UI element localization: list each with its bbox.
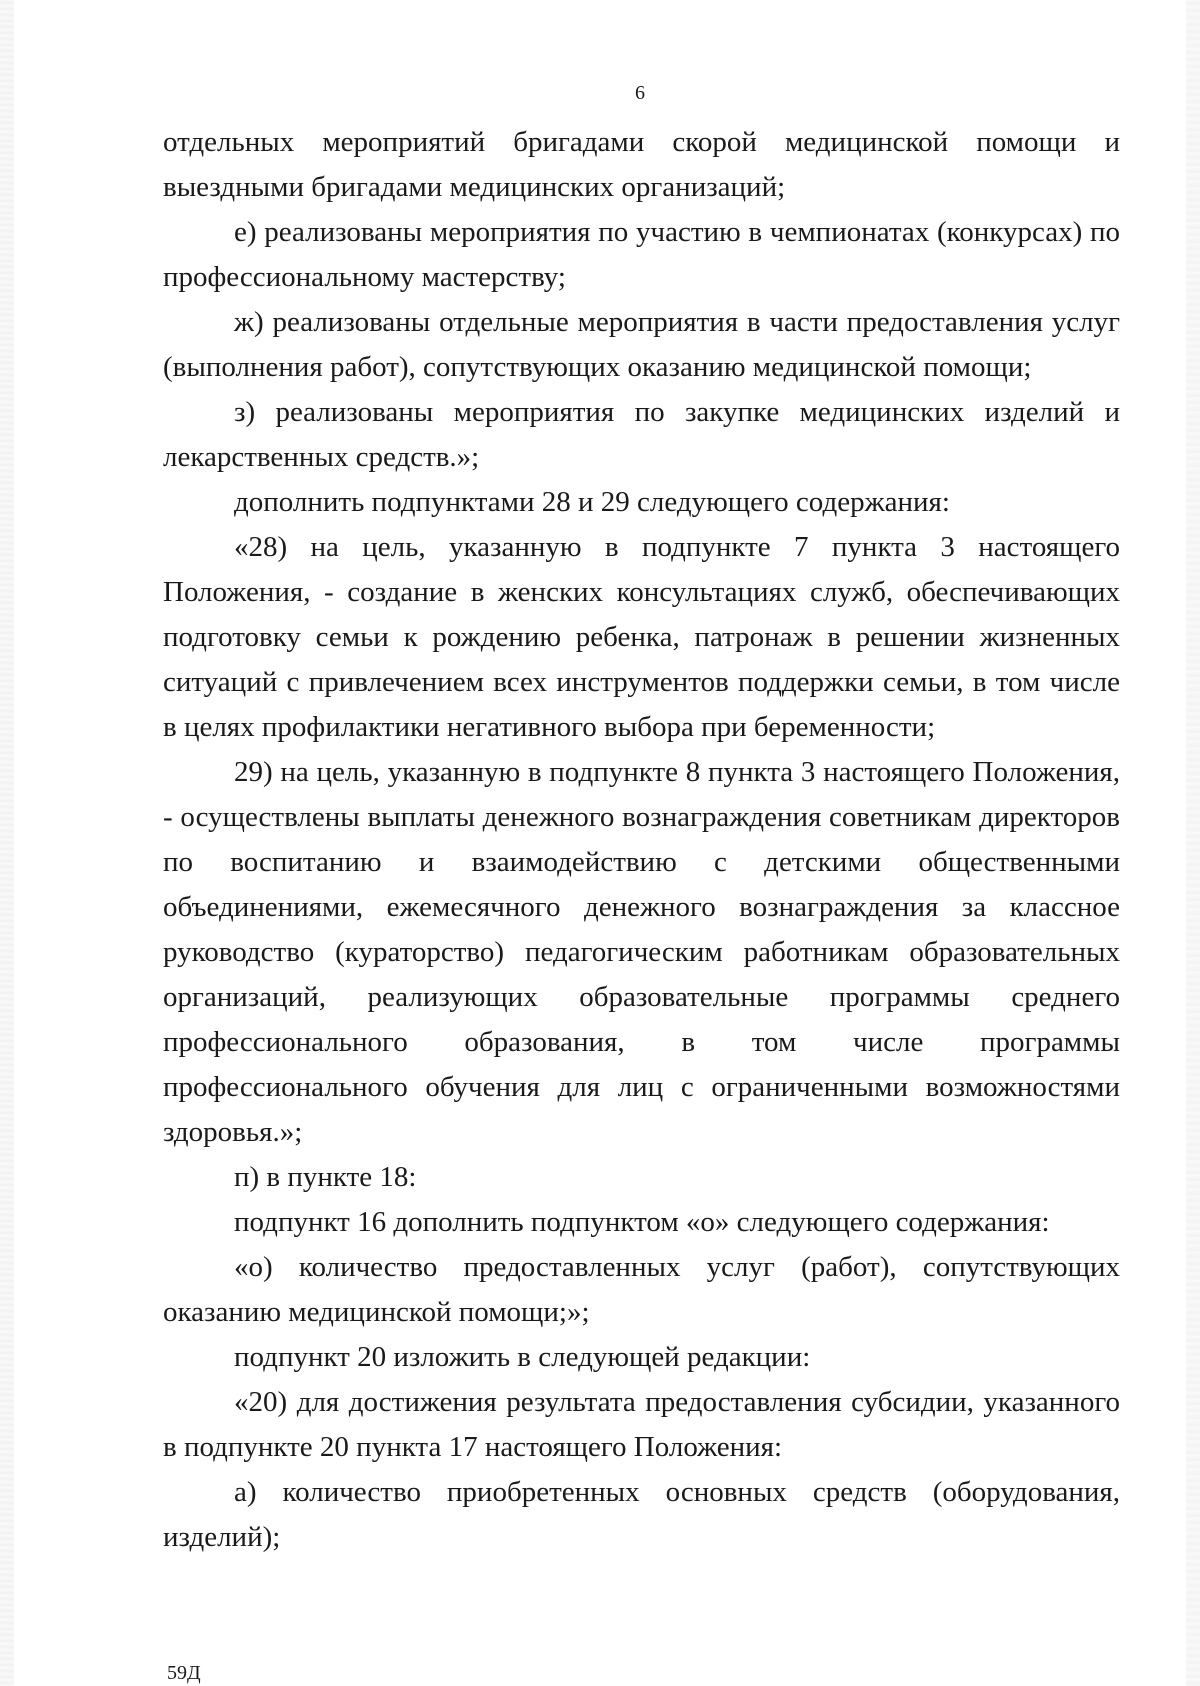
paragraph-subitem-20: подпункт 20 изложить в следующей редакции:: [234, 1341, 811, 1373]
paragraph-item-zh: ж) реализованы отдельные мероприятия в части предоставления услуг (выполнения работ), сопутствующих оказанию медицинской помощи;: [163, 306, 1120, 383]
paragraph-subitem-16: подпункт 16 дополнить подпунктом «о» следующего содержания:: [234, 1206, 1050, 1238]
paragraph-supplement-28-29: дополнить подпунктами 28 и 29 следующего содержания:: [234, 486, 950, 518]
paragraph-item-z: з) реализованы мероприятия по закупке медицинских изделий и лекарственных средств.»;: [163, 396, 1120, 473]
scan-edge-right: [1186, 0, 1200, 1686]
paragraph-item-o: «о) количество предоставленных услуг (работ), сопутствующих оказанию медицинской помощи;»;: [163, 1251, 1120, 1328]
paragraph-item-a: а) количество приобретенных основных средств (оборудования, изделий);: [163, 1476, 1120, 1553]
paragraph-item-20: «20) для достижения результата предоставления субсидии, указанного в подпункте 20 пункта 17 настоящего Положения:: [163, 1386, 1120, 1463]
paragraph-continuation: отдельных мероприятий бригадами скорой медицинской помощи и выездными бригадами медицинских организаций;: [163, 126, 1120, 203]
scan-edge-left: [0, 0, 14, 1686]
document-code: 59Д: [167, 1662, 201, 1684]
page-number: 6: [635, 82, 645, 104]
paragraph-item-p: п) в пункте 18:: [234, 1161, 417, 1193]
document-body: [163, 120, 1120, 1560]
paragraph-item-29: 29) на цель, указанную в подпункте 8 пункта 3 настоящего Положения, - осуществлены выплаты денежного вознаграждения советникам директоров по воспитанию и взаимодействию с детскими общественными объединениями, ежемесячного денежного вознаграждения за классное руководство (кураторство) педагогическим работникам образовательных организаций, реализующих образовательные программы среднего профессионального образования, в том числе программы профессионального обучения для лиц с ограниченными возможностями здоровья.»;: [163, 756, 1120, 1148]
paragraph-item-e: е) реализованы мероприятия по участию в чемпионатах (конкурсах) по профессиональному мастерству;: [163, 216, 1120, 293]
paragraph-item-28: «28) на цель, указанную в подпункте 7 пункта 3 настоящего Положения, - создание в женских консультациях служб, обеспечивающих подготовку семьи к рождению ребенка, патронаж в решении жизненных ситуаций с привлечением всех инструментов поддержки семьи, в том числе в целях профилактики негативного выбора при беременности;: [163, 531, 1120, 743]
